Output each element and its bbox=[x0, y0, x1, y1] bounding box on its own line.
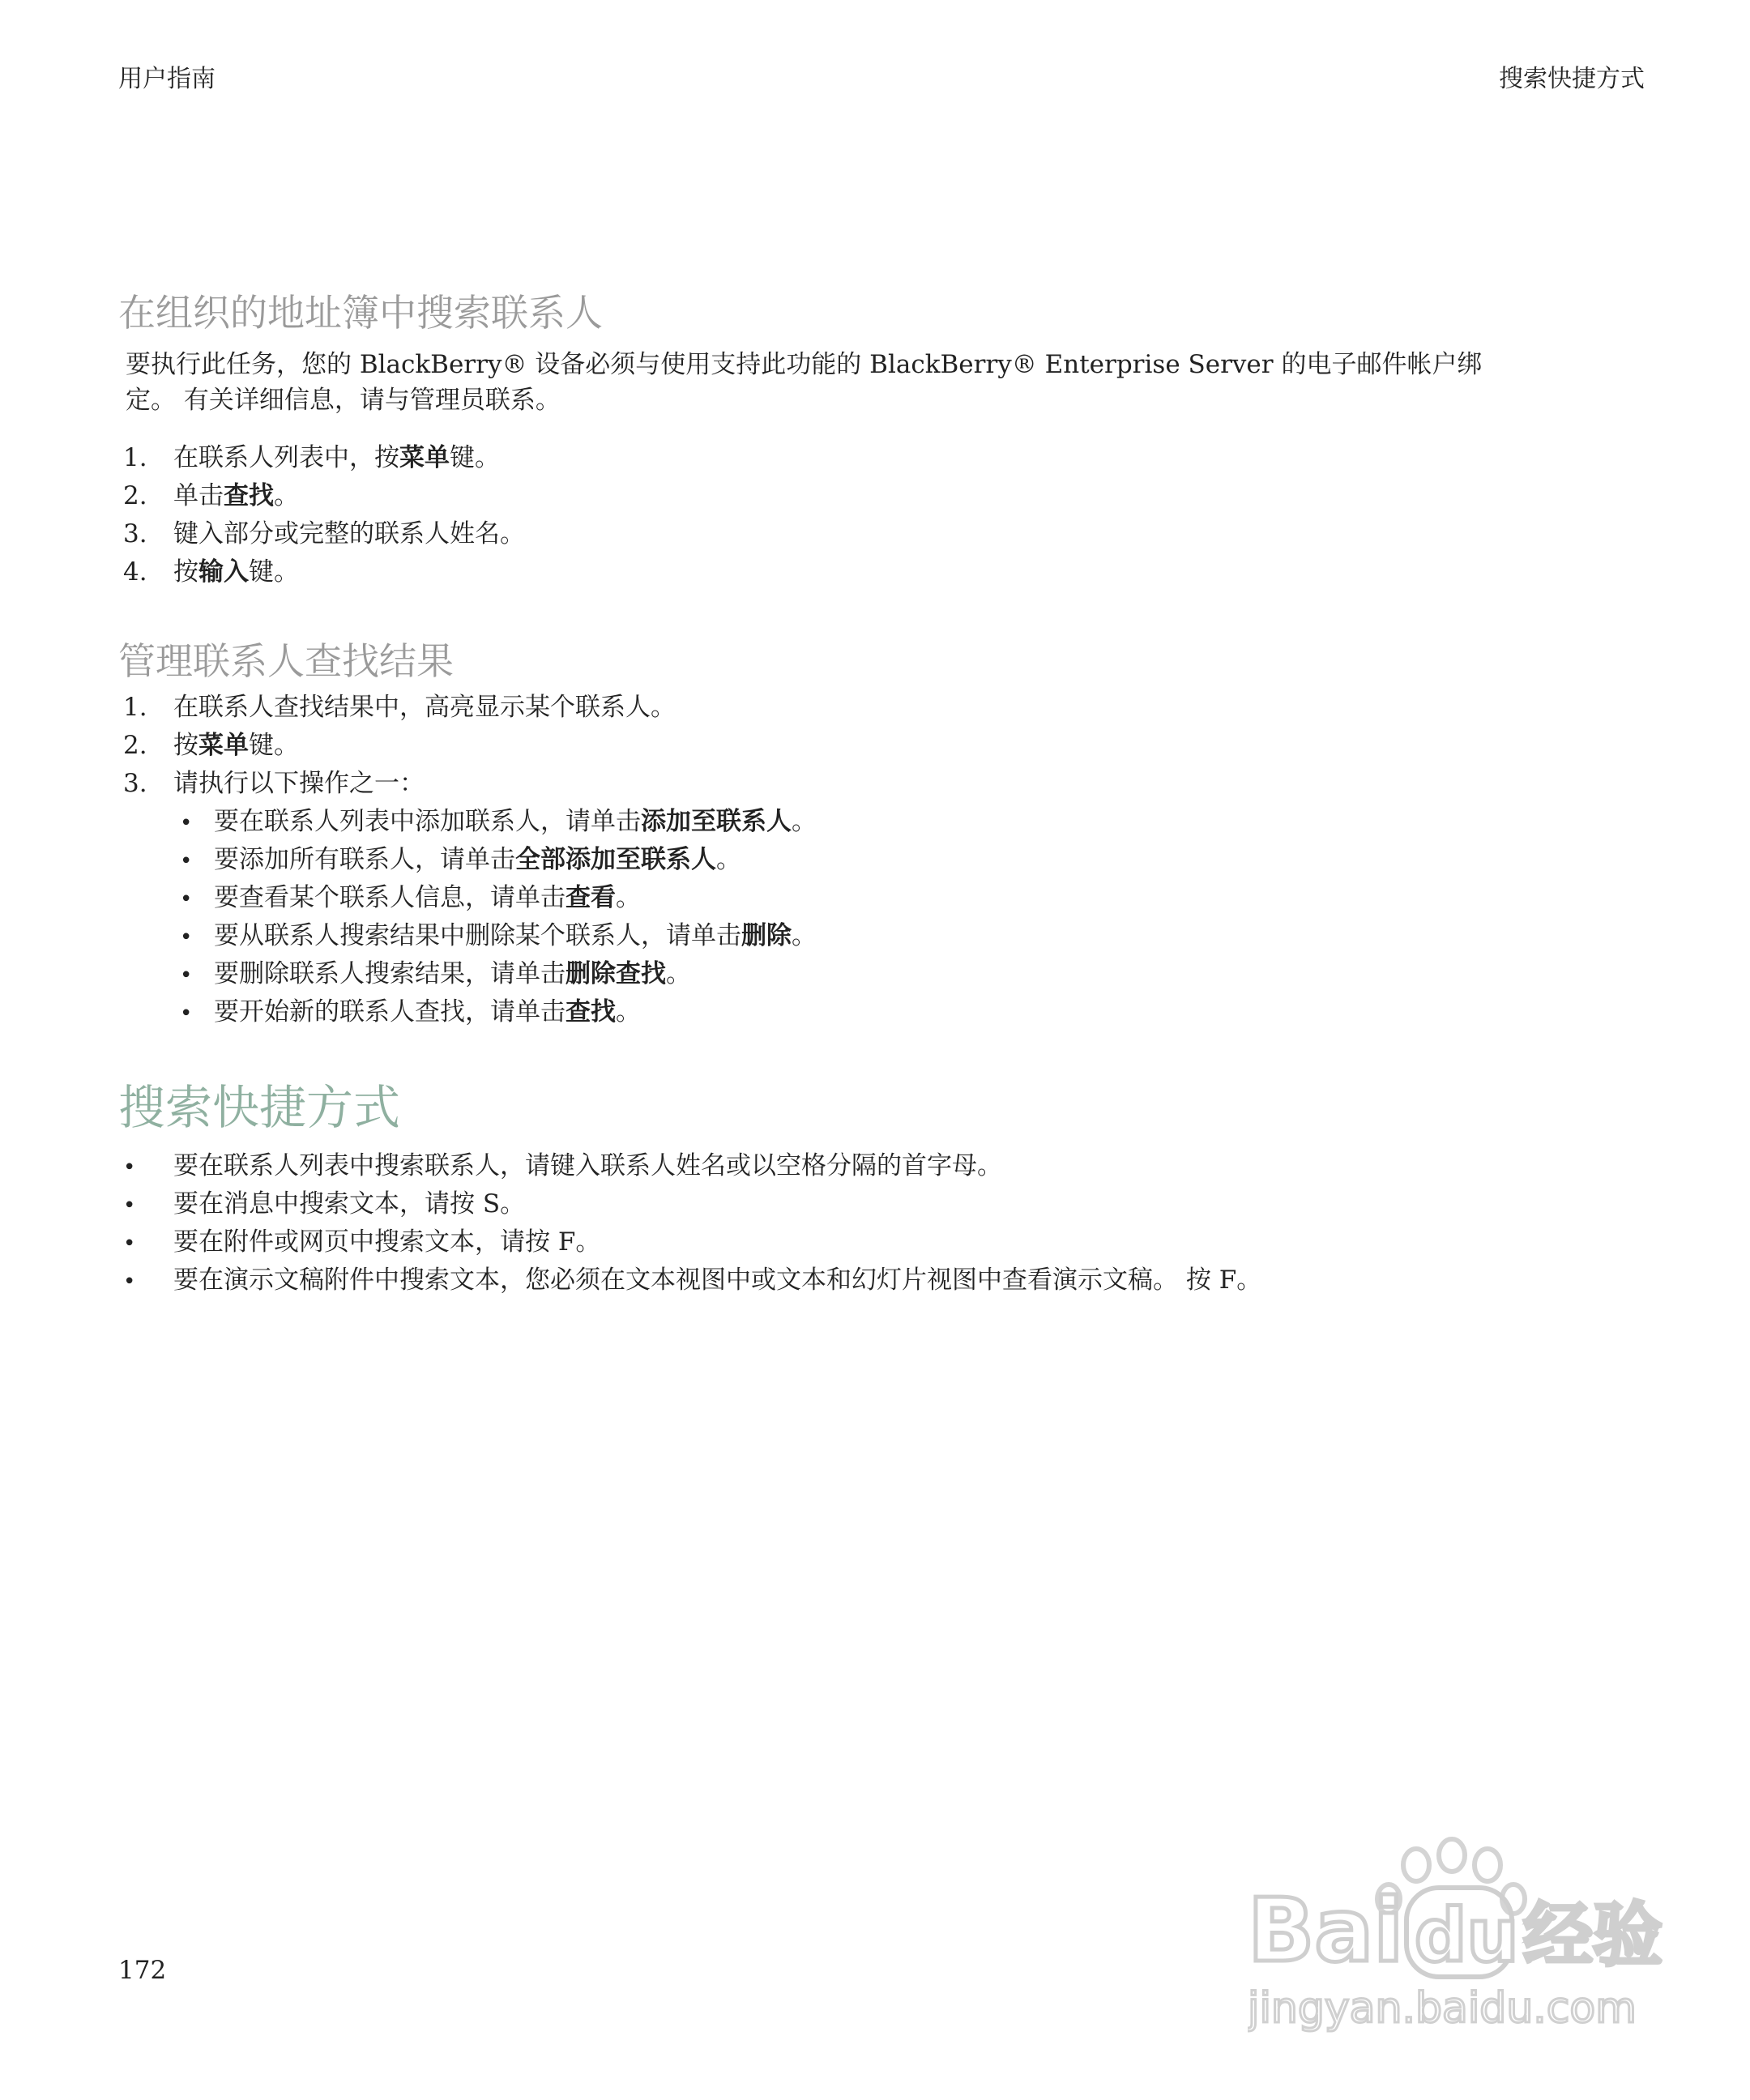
menu-command: 查找 bbox=[224, 481, 274, 510]
bullet-icon: • bbox=[180, 887, 193, 911]
menu-command: 查看 bbox=[566, 883, 616, 912]
key-name: 菜单 bbox=[198, 731, 249, 760]
bullet-icon: • bbox=[180, 1001, 193, 1026]
intro-line-1: 要执行此任务，您的 BlackBerry® 设备必须与使用支持此功能的 BlackBerry® Enterprise Server 的电子邮件帐户绑 bbox=[126, 350, 1483, 379]
shortcut-list bbox=[123, 1147, 1261, 1300]
menu-command: 查找 bbox=[566, 997, 616, 1027]
section-intro-paragraph bbox=[126, 347, 1649, 418]
bullet-icon: • bbox=[180, 849, 193, 873]
manage-results-steps bbox=[123, 689, 676, 803]
option-item: • 要删除联系人搜索结果，请单击删除查找。 bbox=[123, 955, 817, 993]
section-heading-search-shortcuts: 搜索快捷方式 bbox=[118, 1080, 401, 1135]
section-heading-org-address-book: 在组织的地址簿中搜索联系人 bbox=[118, 291, 603, 335]
svg-text:du: du bbox=[1415, 1893, 1519, 1978]
action-options-list bbox=[123, 803, 817, 1031]
section-heading-manage-results: 管理联系人查找结果 bbox=[118, 639, 454, 683]
bullet-icon: • bbox=[123, 1155, 136, 1180]
option-item: • 要查看某个联系人信息，请单击查看。 bbox=[123, 879, 817, 917]
step-item: 3. 请执行以下操作之一： bbox=[123, 769, 425, 798]
menu-command: 删除查找 bbox=[566, 959, 666, 988]
step-item: 4. 按输入键。 bbox=[123, 557, 299, 587]
svg-text:jingyan.baidu.com: jingyan.baidu.com bbox=[1248, 1984, 1637, 2033]
step-item: 2. 按菜单键。 bbox=[123, 731, 299, 760]
page-number: 172 bbox=[118, 1956, 167, 1985]
org-search-steps bbox=[123, 439, 525, 591]
option-item: • 要开始新的联系人查找，请单击查找。 bbox=[123, 993, 817, 1031]
option-item: • 要从联系人搜索结果中删除某个联系人，请单击删除。 bbox=[123, 917, 817, 955]
menu-command: 删除 bbox=[741, 921, 792, 950]
svg-text:Bai: Bai bbox=[1248, 1880, 1404, 1982]
bullet-icon: • bbox=[123, 1270, 136, 1294]
step-item: 2. 单击查找。 bbox=[123, 481, 299, 510]
svg-text:经验: 经验 bbox=[1523, 1895, 1662, 1976]
shortcut-item: • 要在联系人列表中搜索联系人，请键入联系人姓名或以空格分隔的首字母。 bbox=[123, 1147, 1261, 1185]
step-item: 3. 键入部分或完整的联系人姓名。 bbox=[123, 519, 525, 548]
bullet-icon: • bbox=[123, 1231, 136, 1256]
running-header-right: 搜索快捷方式 bbox=[1499, 65, 1645, 93]
intro-line-2: 定。 有关详细信息，请与管理员联系。 bbox=[126, 386, 561, 415]
shortcut-item: • 要在演示文稿附件中搜索文本，您必须在文本视图中或文本和幻灯片视图中查看演示文稿。 按 F。 bbox=[123, 1261, 1261, 1300]
bullet-icon: • bbox=[180, 811, 193, 835]
option-item: • 要添加所有联系人，请单击全部添加至联系人。 bbox=[123, 841, 817, 879]
key-name: 输入 bbox=[198, 557, 249, 587]
key-name: 菜单 bbox=[399, 443, 450, 472]
shortcut-item: • 要在消息中搜索文本，请按 S。 bbox=[123, 1185, 1261, 1223]
shortcut-item: • 要在附件或网页中搜索文本，请按 F。 bbox=[123, 1223, 1261, 1261]
bullet-icon: • bbox=[180, 963, 193, 988]
menu-command: 添加至联系人 bbox=[641, 807, 792, 836]
baidu-jingyan-watermark-logo bbox=[1248, 1831, 1669, 2042]
bullet-icon: • bbox=[123, 1193, 136, 1218]
step-item: 1. 在联系人查找结果中，高亮显示某个联系人。 bbox=[123, 693, 676, 722]
step-item: 1. 在联系人列表中，按菜单键。 bbox=[123, 443, 500, 472]
running-header-left: 用户指南 bbox=[118, 65, 216, 93]
menu-command: 全部添加至联系人 bbox=[515, 845, 716, 874]
bullet-icon: • bbox=[180, 925, 193, 950]
option-item: • 要在联系人列表中添加联系人，请单击添加至联系人。 bbox=[123, 803, 817, 841]
